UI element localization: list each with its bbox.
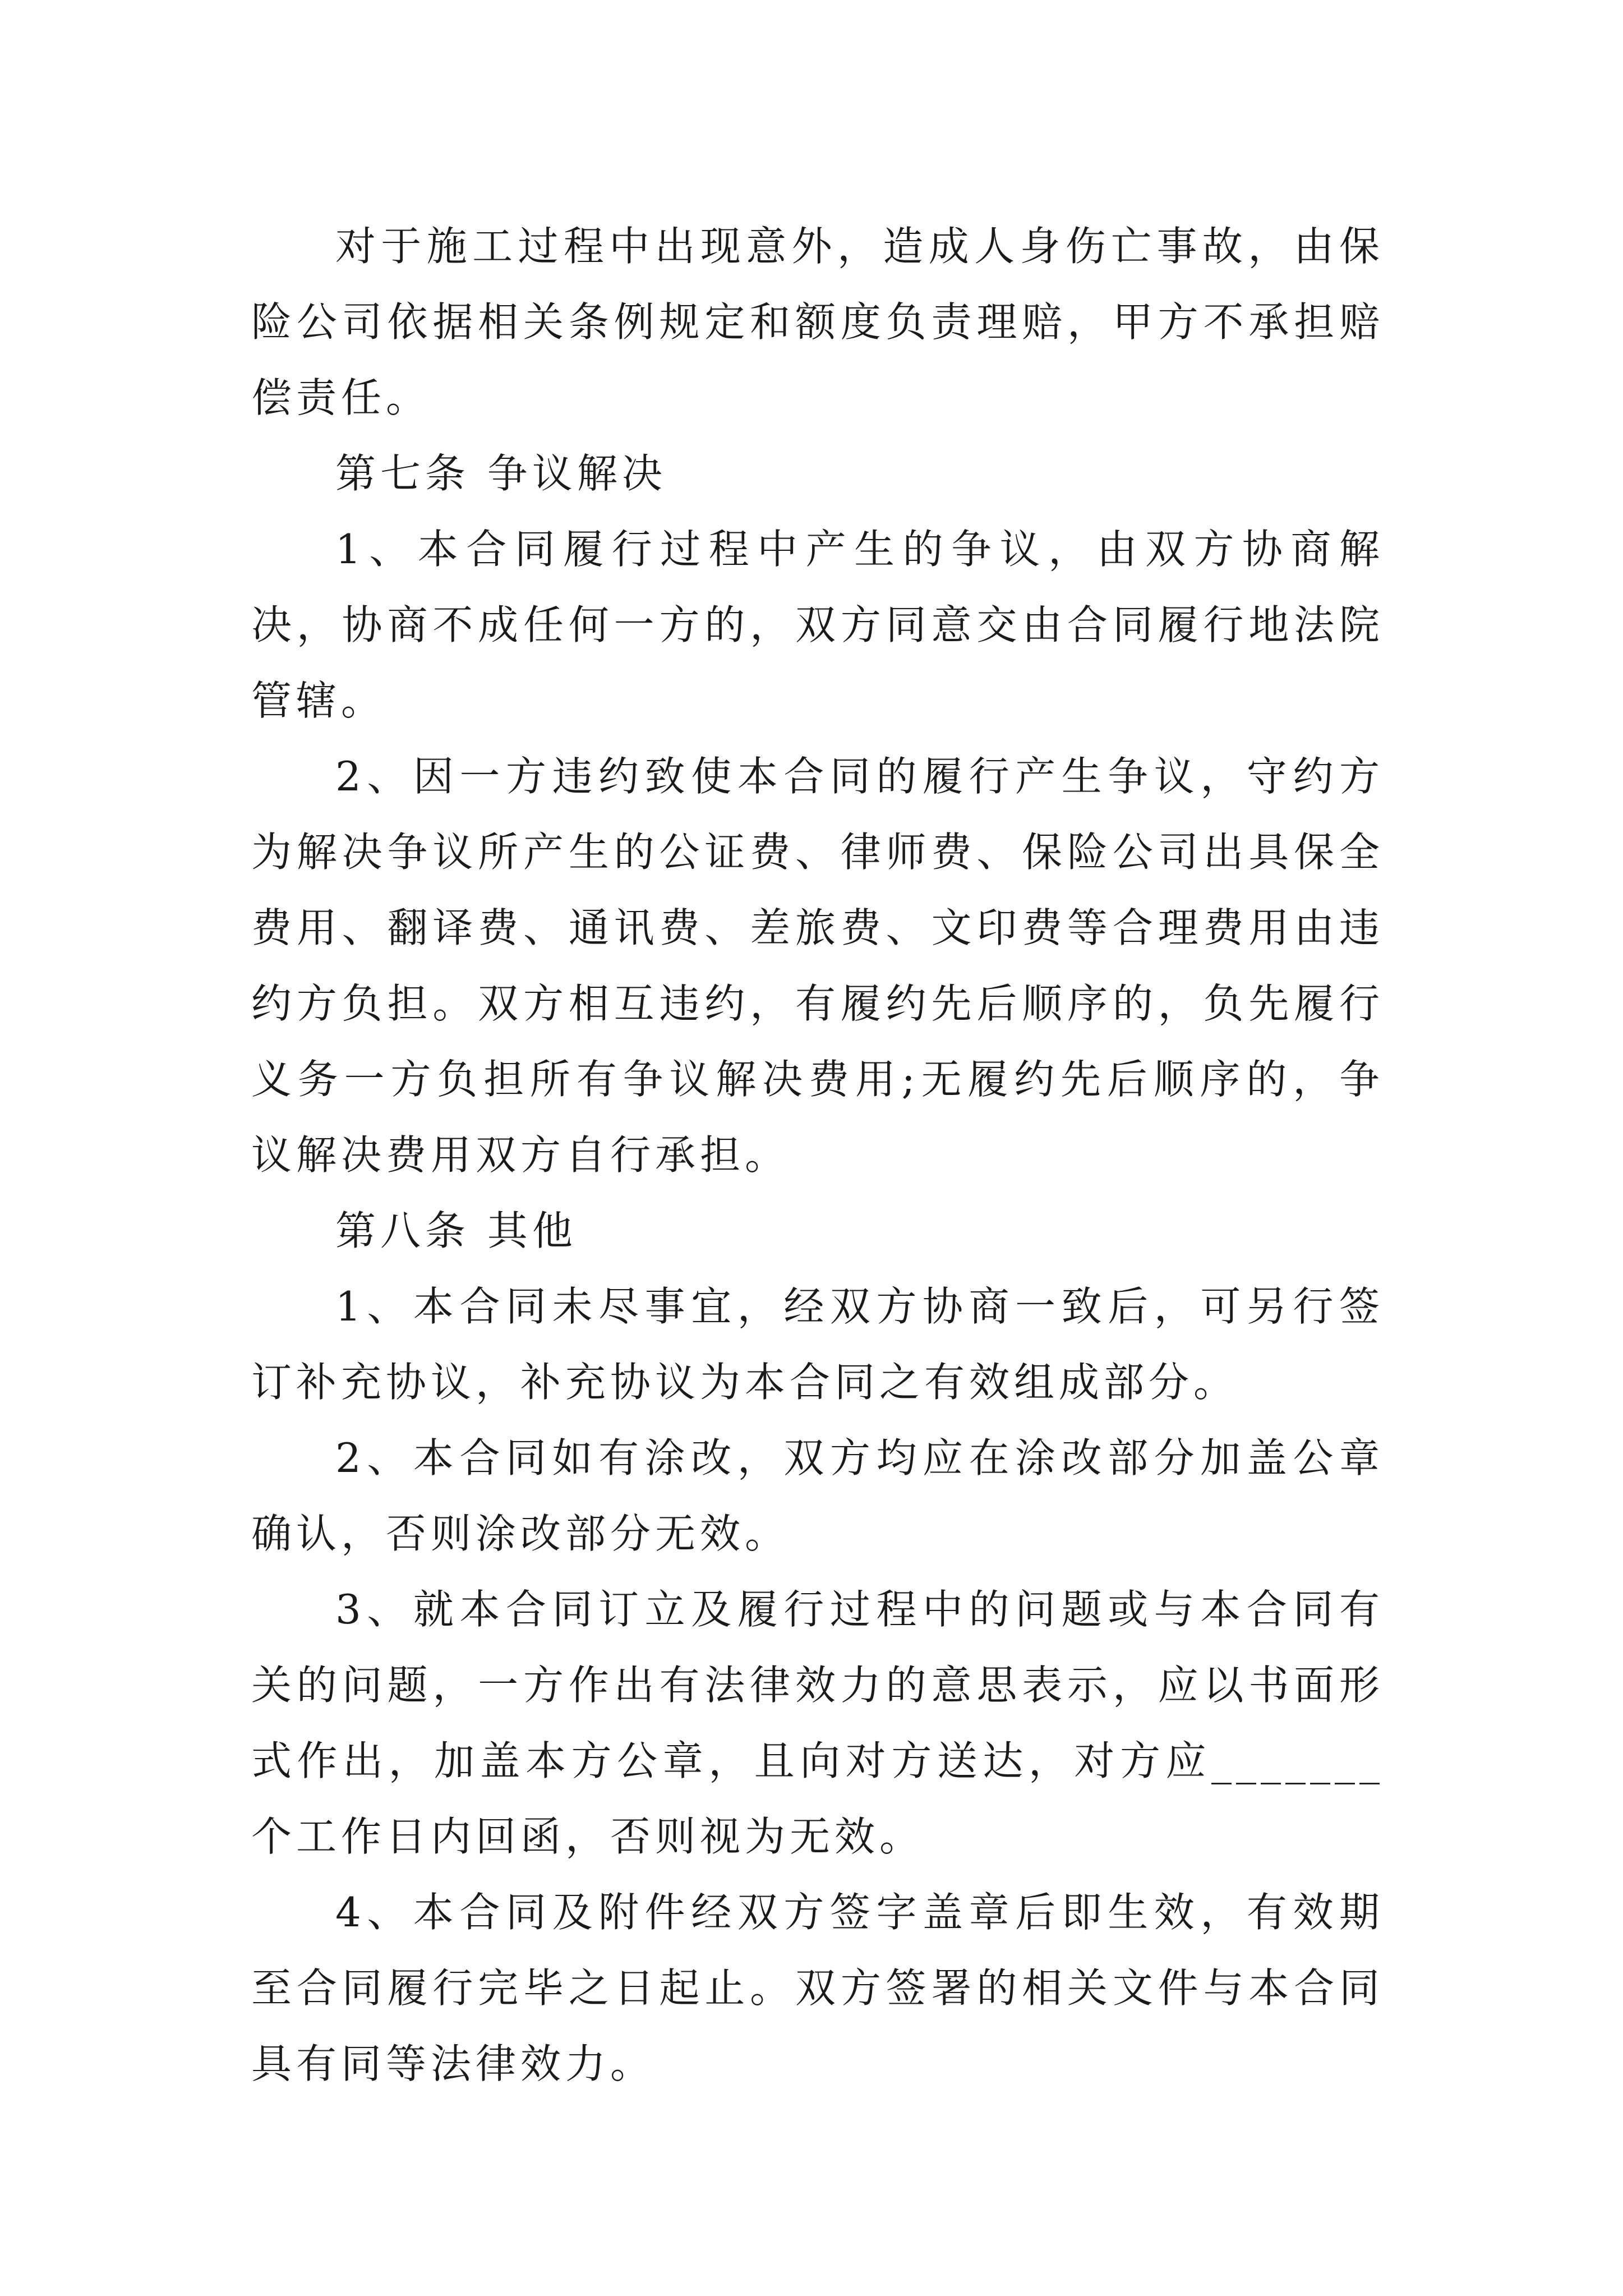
section-heading-article-8: 第八条 其他 — [335, 1207, 577, 1254]
paragraph-8-4: 4、本合同及附件经双方签字盖章后即生效，有效期至合同履行完毕之日起止。双方签署的相关文件与本合同具有同等法律效力。 — [251, 1889, 1384, 2087]
paragraph-7-2: 2、因一方违约致使本合同的履行产生争议，守约方为解决争议所产生的公证费、律师费、保险公司出具保全费用、翻译费、通讯费、差旅费、文印费等合理费用由违约方负担。双方相互违约，有履约先后顺序的，负先履行义务一方负担所有争议解决费用;无履约先后顺序的，争议解决费用双方自行承担。 — [251, 753, 1384, 1179]
paragraph-8-2: 2、本合同如有涂改，双方均应在涂改部分加盖公章确认，否则涂改部分无效。 — [251, 1434, 1384, 1557]
document-body — [251, 209, 1384, 2102]
paragraph-8-3: 3、就本合同订立及履行过程中的问题或与本合同有关的问题，一方作出有法律效力的意思表示，应以书面形式作出，加盖本方公章，且向对方送达，对方应_______个工作日内回函，否则视为无效。 — [251, 1586, 1384, 1860]
paragraph-7-1: 1、本合同履行过程中产生的争议，由双方协商解决，协商不成任何一方的，双方同意交由合同履行地法院管辖。 — [251, 526, 1384, 724]
paragraph-insurance-claims: 对于施工过程中出现意外，造成人身伤亡事故，由保险公司依据相关条例规定和额度负责理赔，甲方不承担赔偿责任。 — [251, 223, 1384, 421]
paragraph-8-1: 1、本合同未尽事宜，经双方协商一致后，可另行签订补充协议，补充协议为本合同之有效组成部分。 — [251, 1283, 1384, 1406]
section-heading-article-7: 第七条 争议解决 — [335, 450, 667, 497]
